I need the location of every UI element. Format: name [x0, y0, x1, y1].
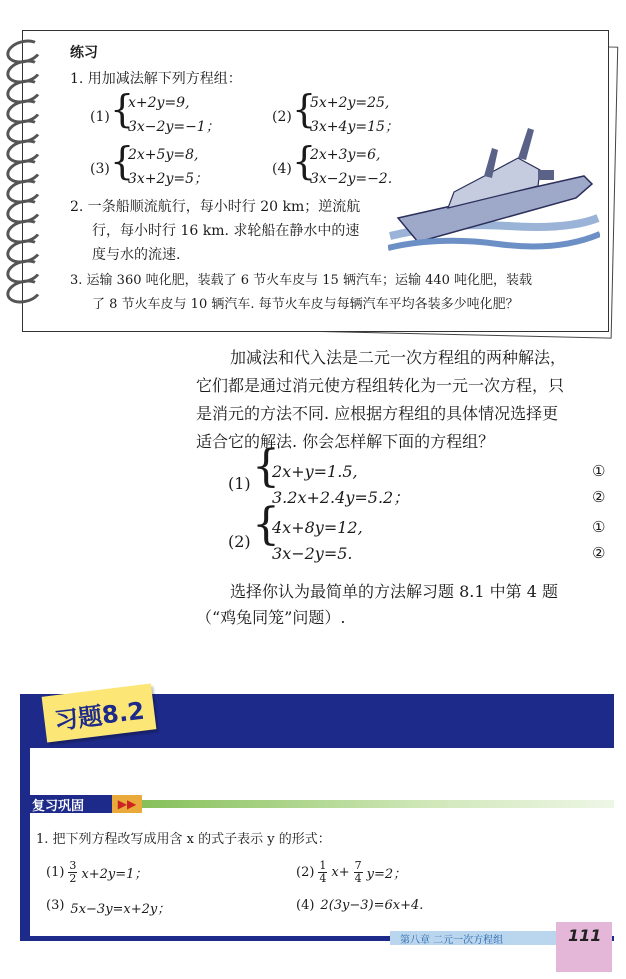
- exercise-q1: 1. 把下列方程改写成用含 x 的式子表示 y 的形式：: [36, 832, 331, 847]
- exercise-item-3: [46, 898, 170, 917]
- section-arrows-icon: ▶▶: [112, 795, 142, 813]
- equation-marker: ②: [592, 544, 606, 562]
- practice-q3-line: 了 8 节火车皮与 10 辆汽车. 每节火车皮与每辆汽车平均各装多少吨化肥？: [92, 297, 519, 312]
- equation: 3x+4y=15；: [310, 119, 399, 135]
- practice-q2-line: 2. 一条船顺流航行，每小时行 20 km；逆流航: [70, 199, 361, 215]
- system-number: (1): [228, 474, 251, 493]
- numerator: 3: [69, 859, 77, 872]
- practice-q1-intro: 1. 用加减法解下列方程组：: [70, 71, 242, 87]
- equation: 3.2x+2.4y=5.2；: [272, 488, 410, 507]
- exercise-item-4: [296, 898, 423, 913]
- expression: x+2y=1；: [81, 867, 148, 882]
- brace: {: [110, 139, 135, 183]
- section-tag: 复习巩固: [26, 795, 116, 813]
- equation-marker: ①: [592, 518, 606, 536]
- equation: 2x+5y=8,: [128, 147, 199, 163]
- equation-marker: ②: [592, 488, 606, 506]
- practice-q3-line: 3. 运输 360 吨化肥，装载了 6 节火车皮与 15 辆汽车；运输 440 吨化肥，装载: [70, 273, 533, 288]
- equation: 2x+3y=6,: [310, 147, 381, 163]
- equation-marker: ①: [592, 462, 606, 480]
- body-paragraph-line: 加减法和代入法是二元一次方程组的两种解法，: [230, 348, 567, 367]
- ship-illustration: [388, 118, 600, 258]
- body-paragraph-line: 适合它的解法. 你会怎样解下面的方程组？: [196, 432, 495, 451]
- practice-title: 练习: [70, 45, 98, 61]
- equation: 3x−2y=5.: [272, 544, 353, 563]
- exercise-left-bar: [20, 694, 30, 939]
- system-number: (2): [272, 109, 292, 125]
- closing-line: 选择你认为最简单的方法解习题 8.1 中第 4 题: [230, 582, 558, 601]
- fraction: [318, 860, 327, 885]
- expression: 5x−3y=x+2y；: [70, 902, 171, 917]
- section-divider: [142, 800, 614, 808]
- item-number: (3): [46, 898, 65, 913]
- page-number: 111: [568, 926, 602, 945]
- exercise-item-2: [296, 860, 406, 885]
- system-number: (1): [90, 109, 110, 125]
- equation: 3x−2y=−2.: [310, 171, 393, 187]
- denominator: 4: [354, 872, 362, 885]
- brace: {: [252, 441, 280, 492]
- denominator: 4: [319, 872, 327, 885]
- body-paragraph-line: 是消元的方法不同. 应根据方程组的具体情况选择更: [196, 404, 559, 423]
- body-paragraph-line: 它们都是通过消元使方程组转化为一元一次方程，只: [196, 376, 565, 395]
- expression: x+: [331, 865, 350, 880]
- expression: y=2；: [366, 867, 407, 882]
- numerator: 7: [354, 859, 362, 872]
- system-number: (4): [272, 161, 292, 177]
- practice-q2-line: 度与水的流速.: [92, 247, 181, 263]
- equation: x+2y=9,: [128, 95, 190, 111]
- expression: 2(3y−3)=6x+4.: [320, 898, 424, 913]
- exercise-title-sticker: 习题8.2: [42, 683, 157, 742]
- fraction: [354, 860, 363, 885]
- brace: {: [292, 87, 317, 131]
- item-number: (1): [46, 865, 65, 880]
- brace: {: [110, 87, 135, 131]
- equation: 5x+2y=25,: [310, 95, 390, 111]
- brace: {: [292, 139, 317, 183]
- fraction: [68, 860, 77, 885]
- item-number: (4): [296, 898, 315, 913]
- exercise-item-1: [46, 860, 147, 885]
- closing-line: （“鸡兔同笼”问题）.: [196, 608, 346, 627]
- system-number: (2): [228, 532, 251, 551]
- practice-q2-line: 行，每小时行 16 km. 求轮船在静水中的速: [92, 223, 360, 239]
- numerator: 1: [319, 859, 327, 872]
- item-number: (2): [296, 865, 315, 880]
- brace: {: [252, 499, 280, 550]
- equation: 2x+y=1.5,: [272, 462, 358, 481]
- equation: 4x+8y=12,: [272, 518, 363, 537]
- denominator: 2: [69, 872, 77, 885]
- equation: 3x+2y=5；: [128, 171, 208, 187]
- equation: 3x−2y=−1；: [128, 119, 220, 135]
- system-number: (3): [90, 161, 110, 177]
- chapter-label: 第八章 二元一次方程组: [390, 931, 566, 945]
